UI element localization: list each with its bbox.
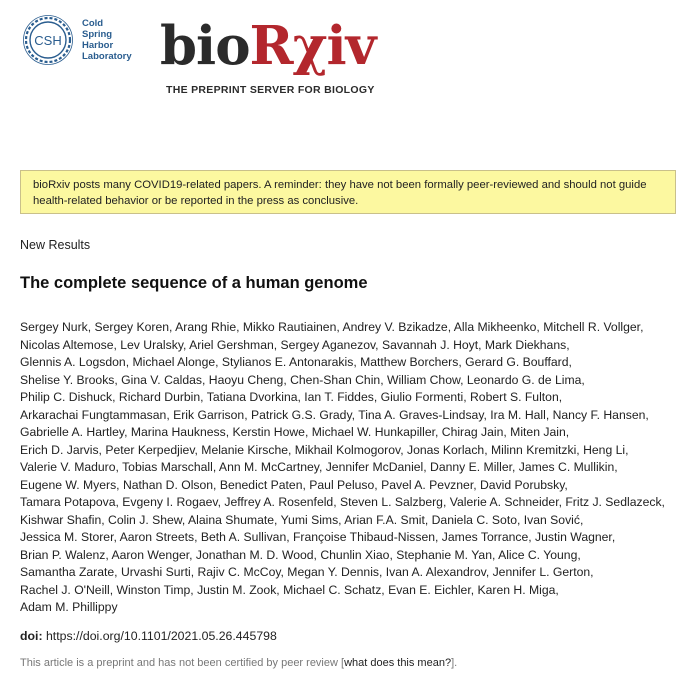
author-line[interactable]: Sergey Nurk, Sergey Koren, Arang Rhie, Mikko Rautiainen, Andrey V. Bzikadze, Alla Mikheenko, Mitchell R. Vollger, (20, 320, 644, 334)
author-line[interactable]: Nicolas Altemose, Lev Uralsky, Ariel Gershman, Sergey Aganezov, Savannah J. Hoyt, Mark Diekhans, (20, 337, 570, 352)
author-line[interactable]: Adam M. Phillippy (20, 600, 118, 614)
site-tagline: THE PREPRINT SERVER FOR BIOLOGY (166, 84, 375, 96)
site-header (0, 0, 697, 120)
author-line[interactable]: Brian P. Walenz, Aaron Wenger, Jonathan M. D. Wood, Chunlin Xiao, Stephanie M. Yan, Alice C. Young, (20, 547, 581, 562)
what-does-this-mean-link[interactable]: what does this mean? (344, 657, 452, 669)
csh-logo[interactable] (22, 14, 142, 74)
covid-notice-banner (20, 170, 676, 214)
csh-abbrev: CSH (34, 33, 62, 48)
author-line[interactable]: Valerie V. Maduro, Tobias Marschall, Ann M. McCartney, Jennifer McDaniel, Danny E. Miller, James C. Mullikin, (20, 460, 618, 474)
author-line[interactable]: Erich D. Jarvis, Peter Kerpedjiev, Melanie Kirsche, Mikhail Kolmogorov, Jonas Korlach, Milinn Kremitzki, Heng Li, (20, 442, 629, 457)
article-title: The complete sequence of a human genome (20, 274, 368, 292)
biorxiv-wordmark: bioRχiv (160, 15, 376, 77)
author-line[interactable]: Eugene W. Myers, Nathan D. Olson, Benedict Paten, Paul Peluso, Pavel A. Pevzner, David Porubsky, (20, 477, 568, 492)
author-line[interactable]: Glennis A. Logsdon, Michael Alonge, Stylianos E. Antonarakis, Matthew Borchers, Gerard G. Bouffard, (20, 355, 572, 369)
csh-name: Cold Spring Harbor Laboratory (82, 18, 132, 62)
author-line[interactable]: Jessica M. Storer, Aaron Streets, Beth A. Sullivan, Françoise Thibaud-Nissen, James Torrance, Justin Wagner, (20, 530, 616, 544)
disclaimer-text: This article is a preprint and has not been certified by peer review [ (20, 657, 345, 669)
article-section-label: New Results (20, 238, 91, 252)
doi-label: doi: (20, 629, 43, 643)
author-line[interactable]: Gabrielle A. Hartley, Marina Haukness, Kerstin Howe, Michael W. Hunkapiller, Chirag Jain, Miten Jain, (20, 425, 570, 439)
author-line[interactable]: Philip C. Dishuck, Richard Durbin, Tatiana Dvorkina, Ian T. Fiddes, Giulio Formenti, Robert S. Fulton, (20, 390, 563, 404)
author-line[interactable]: Kishwar Shafin, Colin J. Shew, Alaina Shumate, Yumi Sims, Arian F.A. Smit, Daniela C. Soto, Ivan Sović, (20, 512, 584, 527)
preprint-disclaimer (20, 657, 457, 669)
author-line[interactable]: Arkarachai Fungtammasan, Erik Garrison, Patrick G.S. Grady, Tina A. Graves-Lindsay, Ira M. Hall, Nancy F. Hansen, (20, 407, 649, 422)
author-line[interactable]: Shelise Y. Brooks, Gina V. Caldas, Haoyu Cheng, Chen-Shan Chin, William Chow, Leonardo G. de Lima, (20, 372, 585, 387)
disclaimer-end: ]. (451, 657, 458, 669)
doi-line (20, 629, 277, 643)
csh-helix-ring-icon (22, 14, 74, 66)
biorxiv-logo[interactable] (160, 16, 400, 86)
doi-link[interactable]: https://doi.org/10.1101/2021.05.26.445798 (45, 629, 277, 643)
author-list (20, 319, 690, 617)
notice-text: bioRxiv posts many COVID19-related papers. A reminder: they have not been formally peer-reviewed and should not guide health-related behavior or be reported in the press as conclusive. (33, 179, 647, 207)
author-line[interactable]: Tamara Potapova, Evgeny I. Rogaev, Jeffrey A. Rosenfeld, Steven L. Salzberg, Valerie A. Schneider, Fritz J. Sedlazeck, (20, 495, 665, 509)
author-line[interactable]: Samantha Zarate, Urvashi Surti, Rajiv C. McCoy, Megan Y. Dennis, Ivan A. Alexandrov, Jennifer L. Gerton, (20, 565, 594, 579)
author-line[interactable]: Rachel J. O'Neill, Winston Timp, Justin M. Zook, Michael C. Schatz, Evan E. Eichler, Karen H. Miga, (20, 582, 559, 597)
